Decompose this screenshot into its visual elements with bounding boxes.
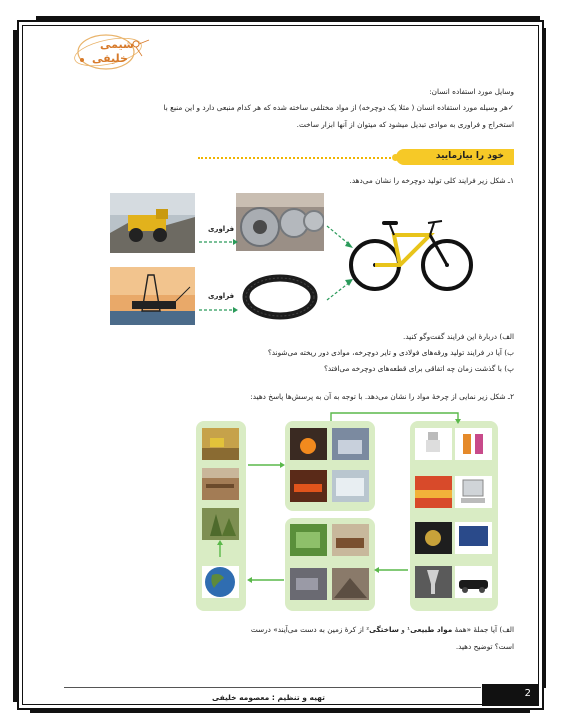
section-header [364, 149, 514, 165]
q1-part-c: پ) با گذشت زمان چه اتفاقی برای قطعه‌های دوچرخه می‌افتد؟ [323, 364, 514, 373]
page-number: 2 [524, 688, 531, 699]
q2-a-prefix: الف) آیا جملهٔ «همهٔ [454, 625, 514, 634]
footer-rule [64, 687, 481, 688]
intro-line-1: ✓هر وسیله مورد استفاده انسان ( مثلا یک دوچرخه) از مواد مختلفی ساخته شده که هر کدام منبعی دارد و این منبع با [163, 103, 514, 112]
mining-truck-image [110, 193, 195, 253]
arrow-label-processing-top: فراوری [208, 225, 235, 233]
section-title: خود را بیازمایید [435, 151, 504, 161]
cycle-arrows [196, 405, 498, 615]
oil-rig-image [110, 267, 195, 325]
q2-a-natural-materials: مواد طبیعی [410, 625, 453, 634]
q1-part-a: الف) دربارهٔ این فرایند گفت‌وگو کنید. [403, 332, 514, 341]
intro-line-2: استخراج و فراوری به موادی تبدیل میشود که میتوان از آنها ابزار ساخت. [296, 120, 514, 129]
process-arrows [195, 190, 355, 320]
q2-a-synthetic-materials: ساختگی [369, 625, 399, 634]
logo-text-line1: شیمی [100, 38, 134, 51]
q2-part-a-line2: است؟ توضیح دهید. [455, 642, 514, 651]
q2-a-mid: ¹ و [401, 625, 411, 634]
q2-part-a-line1 [251, 623, 514, 637]
q2-prompt: ۲ـ شکل زیر نمایی از چرخهٔ مواد را نشان می‌دهد. با توجه به آن به پرسش‌ها پاسخ دهید: [250, 392, 514, 401]
page-number-box [482, 684, 539, 706]
q1-prompt: ۱ـ شکل زیر فرایند کلی تولید دوچرخه را نشان می‌دهد. [349, 176, 514, 185]
q1-part-b: ب) آیا در فرایند تولید ورقه‌های فولادی و تایر دوچرخه، موادی دور ریخته می‌شوند؟ [267, 348, 514, 357]
section-pill [396, 149, 514, 165]
intro-heading: وسایل مورد استفاده انسان: [429, 87, 514, 96]
logo-text-line2: خلیفی [92, 52, 128, 65]
section-dot [392, 154, 399, 161]
arrow-label-processing-bottom: فراوری [208, 292, 235, 300]
footer-credit: تهیه و تنظیم : معصومه خلیفی [212, 693, 325, 702]
q2-a-suffix: ² از کرهٔ زمین به دست می‌آیند» درست [250, 625, 370, 634]
bicycle-image [348, 205, 473, 297]
